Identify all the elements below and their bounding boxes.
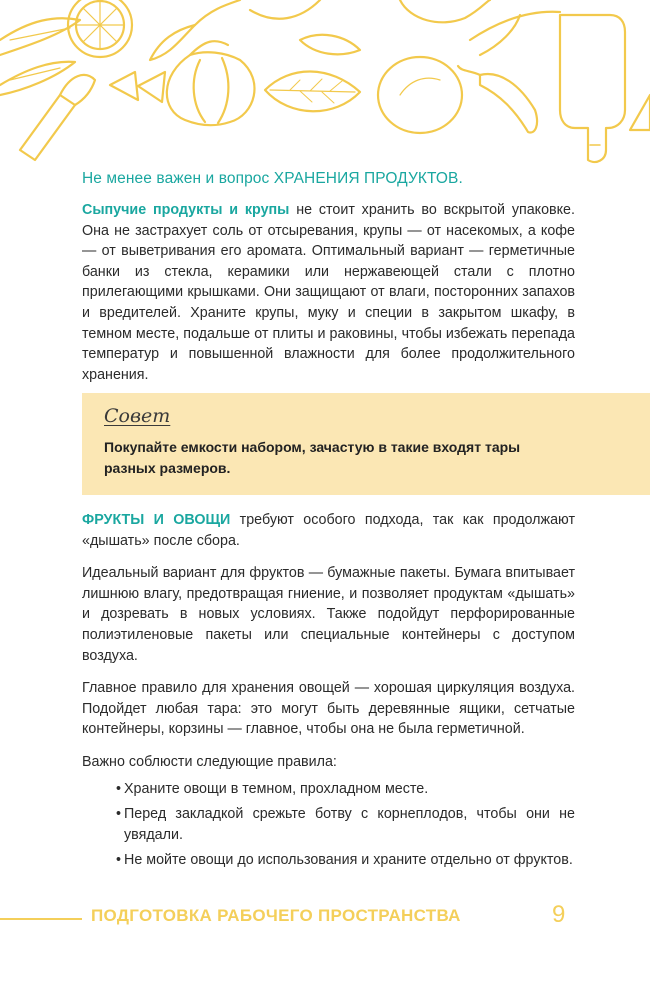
lead-bulk-products: Сыпучие продукты и крупы [82,202,290,218]
lead-fruits-vegetables: ФРУКТЫ И ОВОЩИ [82,512,231,528]
footer-rule [0,918,82,920]
page-number: 9 [552,901,566,928]
list-item [82,804,575,845]
fruits-vegetables-text: требуют особого подхода, так как продолжают «дышать» после сбора. [82,512,575,549]
main-content [82,170,575,397]
paragraph-fruits-vegetables [82,510,575,551]
paragraph-fruits: Идеальный вариант для фруктов — бумажные пакеты. Бумага впитывает лишнюю влагу, предотвращая гниение, и позволяет продуктам «дышать» и дозревать в новых условиях. Также подойдут перфорированные полиэтиленовые пакеты или специальные контейнеры с доступом воздуха. [82,565,575,664]
paragraph-bulk-products [82,200,575,385]
rules-intro: Важно соблюсти следующие правила: [82,753,337,770]
rule-text: Перед закладкой срежьте ботву с корнеплодов, чтобы они не увядали. [124,806,575,843]
bulk-products-text: не стоит хранить во вскрытой упаковке. Она не застрахует соль от отсыревания, крупы — от насекомых, а кофе — от выветривания его аромата. Оптимальный вариант — герметичные банки из стекла, керамики или нержавеющей стали с плотно прилегающими крышками. Они защищают от влаги, посторонних запахов и вредителей. Храните крупы, муку и специи в закрытом шкафу, в темном месте, подальше от плиты и раковины, чтобы избежать перепада температур и повышенной влажности для более продолжительного хранения. [82,202,575,383]
main-content-continued [82,510,575,876]
tip-text: Покупайте емкости набором, зачастую в такие входят тары разных размеров. [104,439,521,476]
list-item [82,850,575,871]
tip-title: Совет [104,405,171,427]
tip-box [82,393,650,495]
footer-section-title: ПОДГОТОВКА РАБОЧЕГО ПРОСТРАНСТВА [91,906,461,925]
rules-list [82,779,575,871]
rule-text: Не мойте овощи до использования и храните отдельно от фруктов. [124,852,573,869]
paragraph-vegetables: Главное правило для хранения овощей — хорошая циркуляция воздуха. Подойдет любая тара: это могут быть деревянные ящики, сетчатые контейнеры, корзины — главное, чтобы она не была герметичной. [82,680,575,738]
rule-text: Храните овощи в темном, прохладном месте. [124,780,429,797]
intro-heading: Не менее важен и вопрос ХРАНЕНИЯ ПРОДУКТОВ. [82,170,463,187]
list-item [82,779,575,800]
food-illustration [0,0,650,165]
